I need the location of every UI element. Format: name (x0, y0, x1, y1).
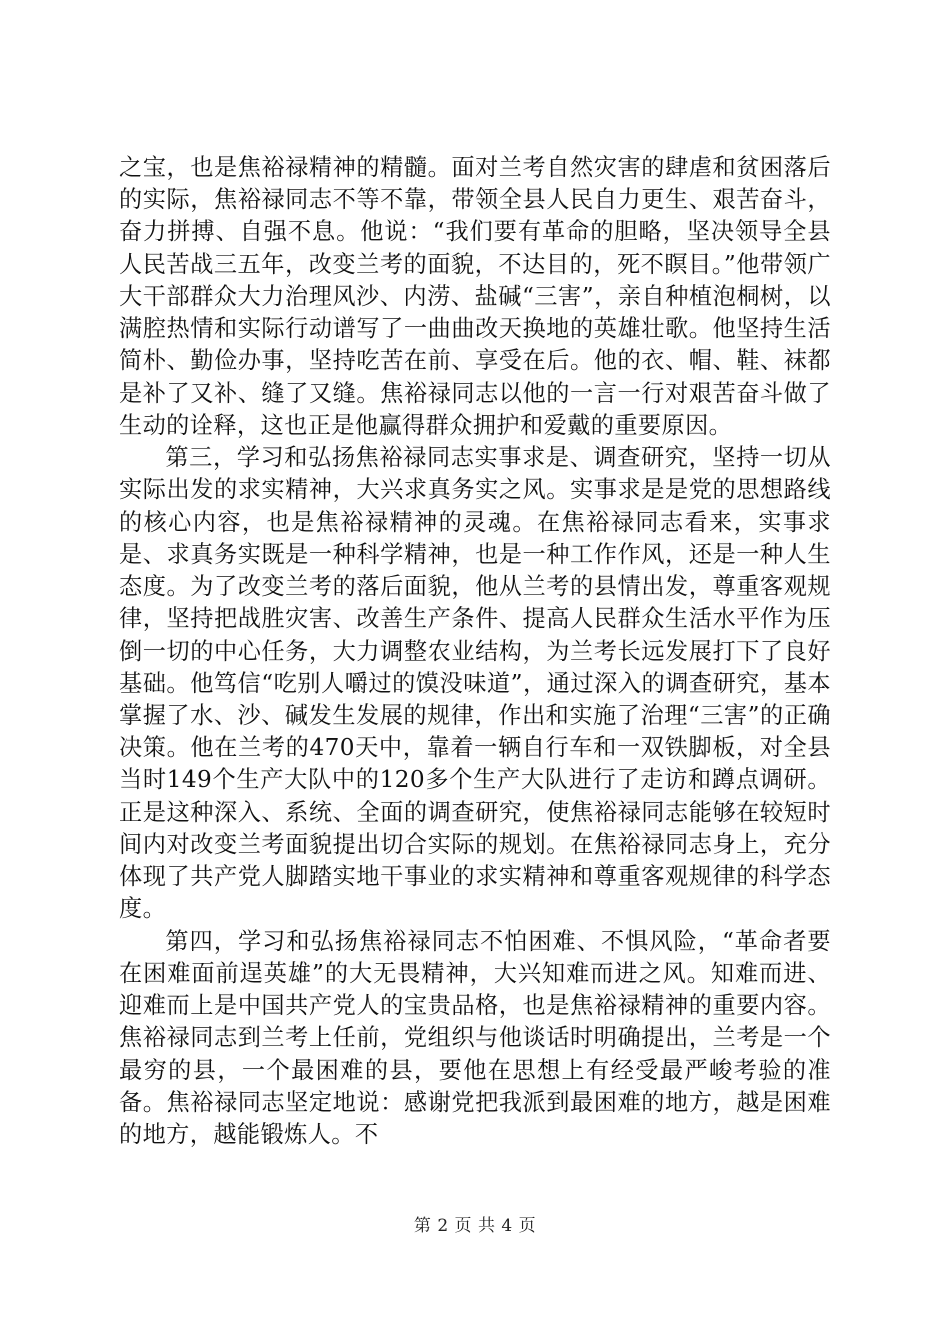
body-text (119, 152, 831, 1151)
paragraph-3: 第四，学习和弘扬焦裕禄同志不怕困难、不惧风险，“革命者要在困难面前逞英雄”的大无畏精神，大兴知难而进之风。知难而进、迎难而上是中国共产党人的宝贵品格，也是焦裕禄精神的重要内容。焦裕禄同志到兰考上任前，党组织与他谈话时明确提出，兰考是一个最穷的县，一个最困难的县，要他在思想上有经受最严峻考验的准备。焦裕禄同志坚定地说：感谢党把我派到最困难的地方，越是困难的地方，越能锻炼人。不 (119, 927, 831, 1149)
paragraph-1: 之宝，也是焦裕禄精神的精髓。面对兰考自然灾害的肆虐和贫困落后的实际，焦裕禄同志不等不靠，带领全县人民自力更生、艰苦奋斗，奋力拼搏、自强不息。他说：“我们要有革命的胆略，坚决领导全县人民苦战三五年，改变兰考的面貌，不达目的，死不瞑目。”他带领广大干部群众大力治理风沙、内涝、盐碱“三害”，亲自种植泡桐树，以满腔热情和实际行动谱写了一曲曲改天换地的英雄壮歌。他坚持生活简朴、勤俭办事，坚持吃苦在前、享受在后。他的衣、帽、鞋、袜都是补了又补、缝了又缝。焦裕禄同志以他的一言一行对艰苦奋斗做了生动的诠释，这也正是他赢得群众拥护和爱戴的重要原因。 (119, 154, 831, 439)
paragraph-2: 第三，学习和弘扬焦裕禄同志实事求是、调查研究，坚持一切从实际出发的求实精神，大兴求真务实之风。实事求是是党的思想路线的核心内容，也是焦裕禄精神的灵魂。在焦裕禄同志看来，实事求是、求真务实既是一种科学精神，也是一种工作作风，还是一种人生态度。为了改变兰考的落后面貌，他从兰考的县情出发，尊重客观规律，坚持把战胜灾害、改善生产条件、提高人民群众生活水平作为压倒一切的中心任务，大力调整农业结构，为兰考长远发展打下了良好基础。他笃信“吃别人嚼过的馍没味道”，通过深入的调查研究，基本掌握了水、沙、碱发生发展的规律，作出和实施了治理“三害”的正确决策。他在兰考的470天中，靠着一辆自行车和一双铁脚板，对全县当时149个生产大队中的120多个生产大队进行了走访和蹲点调研。正是这种深入、系统、全面的调查研究，使焦裕禄同志能够在较短时间内对改变兰考面貌提出切合实际的规划。在焦裕禄同志身上，充分体现了共产党人脚踏实地干事业的求实精神和尊重客观规律的科学态度。 (119, 444, 831, 923)
page-footer: 第 2 页 共 4 页 (413, 1216, 537, 1236)
